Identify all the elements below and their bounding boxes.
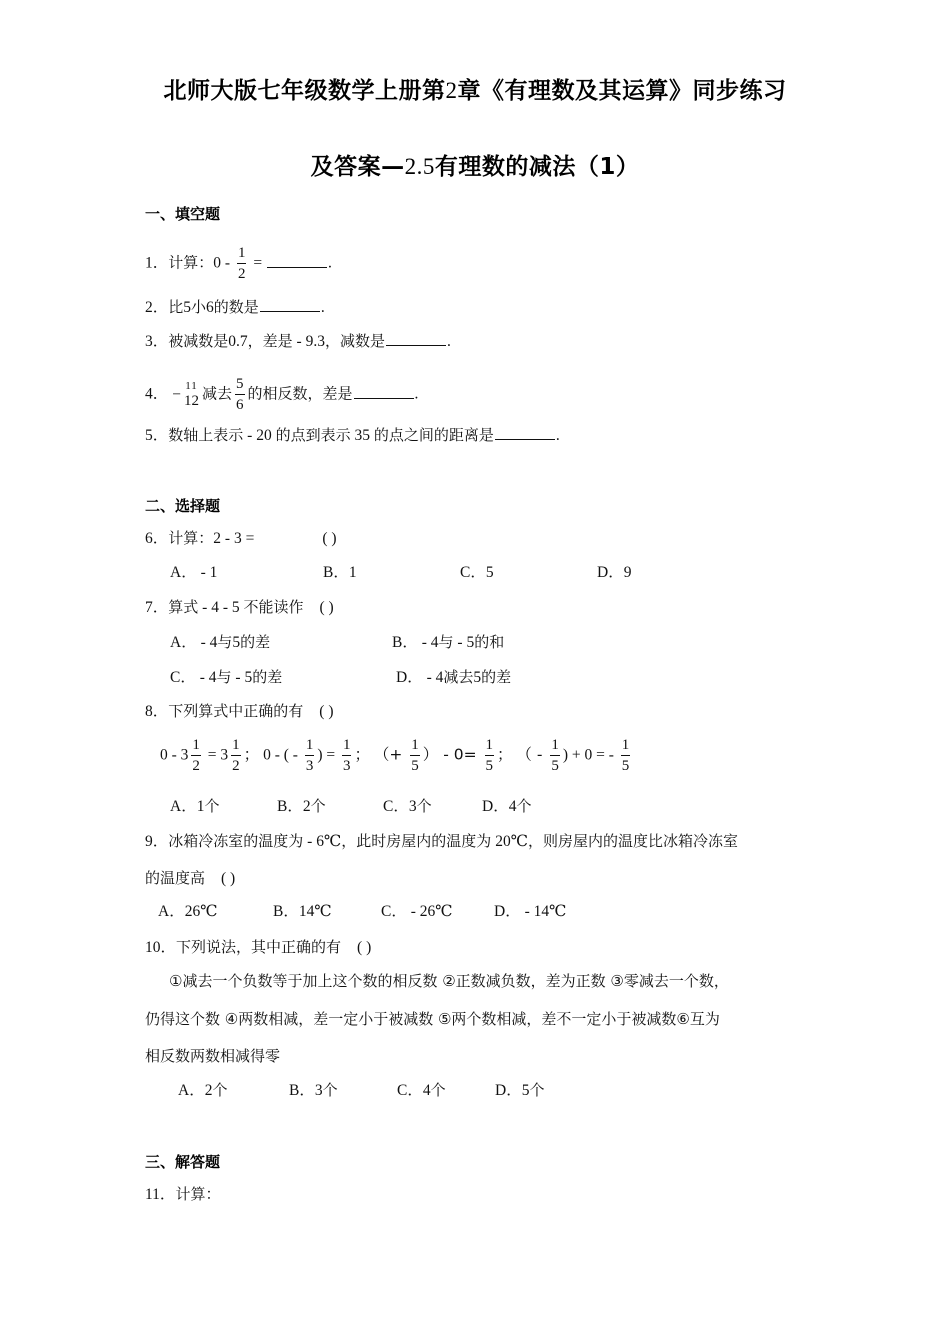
option-value: 5 bbox=[521, 1082, 530, 1099]
math-expr: ） - 0= bbox=[422, 745, 482, 764]
math-expr: ) + 0 = - bbox=[562, 746, 618, 764]
title-text: 及答案— bbox=[310, 154, 405, 180]
question-text: 计算： bbox=[168, 253, 214, 272]
option-label: C． bbox=[397, 1082, 423, 1099]
question-text: 的数是 bbox=[213, 298, 259, 316]
title-text: 章《有理数及其运算》同步练习 bbox=[457, 78, 787, 104]
question-3 bbox=[145, 331, 451, 352]
question-7 bbox=[145, 597, 334, 618]
option-value: 9 bbox=[623, 564, 632, 581]
option-c[interactable] bbox=[397, 1080, 446, 1101]
option-text: 的和 bbox=[474, 633, 505, 651]
question-number: 4． bbox=[145, 385, 169, 403]
question-1 bbox=[145, 246, 332, 282]
option-c[interactable] bbox=[383, 796, 432, 817]
statement-line bbox=[169, 971, 729, 992]
question-8-expressions bbox=[160, 738, 633, 774]
math-expr: 2 - 3 = bbox=[213, 530, 255, 547]
option-a[interactable] bbox=[170, 796, 219, 817]
numerator: 1 bbox=[231, 738, 241, 756]
fraction bbox=[184, 381, 199, 409]
math-value: 5 bbox=[183, 299, 192, 316]
math-expr: - 4 - 5 bbox=[198, 599, 244, 616]
option-value: 2 bbox=[204, 1082, 213, 1099]
question-text: 的点到表示 bbox=[275, 426, 351, 444]
option-value: 5 bbox=[473, 669, 482, 686]
question-number: 5． bbox=[145, 427, 169, 444]
question-text: 减去 bbox=[202, 384, 233, 403]
option-label: B． bbox=[273, 903, 299, 920]
option-c[interactable] bbox=[170, 667, 282, 688]
question-number: 2． bbox=[145, 299, 169, 316]
math-value: 0.7 bbox=[228, 333, 248, 350]
section-heading-multiple-choice: 二、选择题 bbox=[145, 497, 221, 515]
statement-text: 相反数两数相减得零 bbox=[145, 1047, 281, 1065]
option-b[interactable] bbox=[323, 563, 357, 583]
denominator: 5 bbox=[411, 758, 419, 774]
denominator: 5 bbox=[485, 758, 494, 774]
option-text: 的差 bbox=[481, 668, 512, 686]
option-unit: 个 bbox=[310, 797, 326, 815]
answer-blank[interactable] bbox=[267, 253, 327, 268]
denominator: 2 bbox=[237, 266, 246, 282]
answer-blank[interactable] bbox=[386, 331, 446, 346]
option-label: C． bbox=[383, 798, 409, 815]
question-number: 7． bbox=[145, 599, 169, 616]
option-text: 的差 bbox=[240, 633, 271, 651]
question-9 bbox=[145, 831, 738, 852]
option-value: 1 bbox=[348, 564, 357, 581]
question-number: 1． bbox=[145, 254, 169, 272]
question-text: ，此时房屋内的温度为 bbox=[341, 832, 492, 850]
option-value: 3 bbox=[408, 798, 417, 815]
option-text: 与 bbox=[438, 633, 454, 651]
option-text: 的差 bbox=[252, 668, 283, 686]
math-value: 6 bbox=[206, 299, 214, 316]
option-b[interactable] bbox=[277, 796, 326, 817]
section-heading-solve: 三、解答题 bbox=[145, 1153, 221, 1171]
option-label: D． bbox=[495, 1082, 522, 1099]
question-text: 下列算式中正确的有 bbox=[168, 702, 304, 720]
period: . bbox=[446, 333, 451, 350]
question-text: 计算： bbox=[168, 529, 214, 547]
option-label: C． bbox=[170, 669, 196, 686]
denominator: 6 bbox=[236, 397, 244, 413]
denominator: 2 bbox=[232, 758, 240, 774]
answer-blank[interactable] bbox=[354, 384, 414, 399]
math-expr: （ - bbox=[516, 745, 548, 764]
option-d[interactable] bbox=[494, 902, 566, 922]
option-d[interactable] bbox=[597, 563, 631, 583]
option-a[interactable] bbox=[170, 632, 270, 653]
question-11 bbox=[145, 1184, 220, 1205]
option-label: A． bbox=[170, 798, 197, 815]
title-section-number: 2.5 bbox=[404, 154, 435, 179]
option-label: C． bbox=[381, 903, 407, 920]
option-label: D． bbox=[597, 564, 624, 581]
fraction bbox=[485, 738, 495, 774]
question-2 bbox=[145, 297, 325, 318]
option-unit: 个 bbox=[204, 797, 220, 815]
option-label: D． bbox=[482, 798, 509, 815]
question-text: 计算： bbox=[175, 1185, 221, 1203]
title-text: 有理数的减法（1） bbox=[434, 154, 640, 180]
fraction bbox=[410, 738, 420, 774]
question-text: 的点之间的距离是 bbox=[373, 426, 494, 444]
answer-paren[interactable]: ( ) bbox=[319, 703, 334, 720]
option-text: 减去 bbox=[443, 668, 474, 686]
option-value: 26℃ bbox=[184, 903, 218, 920]
math-expr: = 3 bbox=[203, 746, 229, 764]
option-unit: 个 bbox=[516, 797, 532, 815]
option-value: 14℃ bbox=[298, 903, 332, 920]
statement-text: ①减去一个负数等于加上这个数的相反数 ②正数减负数，差为正数 ③零减去一个数， bbox=[169, 972, 729, 990]
page-title-line-1 bbox=[0, 72, 950, 105]
option-unit: 个 bbox=[416, 797, 432, 815]
fraction bbox=[231, 738, 241, 774]
option-label: A． bbox=[170, 634, 197, 651]
question-number: 11． bbox=[145, 1186, 176, 1203]
question-text: 的温度高 bbox=[145, 869, 206, 887]
option-value: - 5 bbox=[231, 669, 253, 686]
option-unit: 个 bbox=[430, 1081, 446, 1099]
option-value: 2 bbox=[302, 798, 311, 815]
question-text: 下列说法，其中正确的有 bbox=[176, 938, 342, 956]
answer-paren[interactable]: ( ) bbox=[322, 530, 337, 547]
question-6 bbox=[145, 528, 337, 549]
numerator: 1 bbox=[191, 738, 201, 756]
title-text: 北师大版七年级数学上册第 bbox=[163, 78, 446, 104]
period: . bbox=[414, 385, 419, 403]
question-text: 冰箱冷冻室的温度为 bbox=[168, 832, 304, 850]
question-text: 被减数是 bbox=[168, 332, 229, 350]
question-text: 不能读作 bbox=[243, 598, 304, 616]
fraction bbox=[235, 377, 245, 413]
minus-sign: − bbox=[172, 385, 182, 403]
option-label: B． bbox=[277, 798, 303, 815]
option-label: C． bbox=[460, 564, 486, 581]
option-value: - 4 bbox=[195, 669, 217, 686]
math-expr: 0 - ( - bbox=[263, 746, 302, 764]
question-number: 6． bbox=[145, 530, 169, 547]
numerator: 1 bbox=[550, 738, 560, 756]
period: . bbox=[555, 427, 560, 444]
question-text: ，减数是 bbox=[324, 332, 385, 350]
period: . bbox=[320, 299, 325, 316]
section-heading-fill-in: 一、填空题 bbox=[145, 205, 221, 223]
question-number: 9． bbox=[145, 833, 169, 850]
question-5 bbox=[145, 425, 560, 446]
option-value: - 4 bbox=[422, 669, 444, 686]
option-value: - 1 bbox=[196, 564, 218, 581]
option-value: 5 bbox=[232, 634, 241, 651]
option-value: - 5 bbox=[453, 634, 475, 651]
option-a[interactable] bbox=[170, 563, 217, 583]
separator: ； bbox=[497, 745, 513, 764]
option-value: 4 bbox=[422, 1082, 431, 1099]
math-expr: 0 - bbox=[213, 254, 234, 272]
denominator: 3 bbox=[305, 758, 314, 774]
answer-blank[interactable] bbox=[495, 425, 555, 440]
option-label: A． bbox=[158, 903, 185, 920]
question-number: 3． bbox=[145, 333, 169, 350]
numerator: 1 bbox=[410, 738, 420, 756]
option-d[interactable] bbox=[495, 1080, 544, 1101]
option-value: 3 bbox=[314, 1082, 323, 1099]
math-value: - 9.3 bbox=[292, 333, 325, 350]
statement-line bbox=[145, 1009, 720, 1030]
option-value: 5 bbox=[485, 564, 494, 581]
option-text: 与 bbox=[217, 633, 233, 651]
question-text: ，差是 bbox=[247, 332, 293, 350]
question-text: 算式 bbox=[168, 598, 199, 616]
question-number: 10． bbox=[145, 939, 177, 956]
option-unit: 个 bbox=[322, 1081, 338, 1099]
option-value: 1 bbox=[196, 798, 205, 815]
question-4 bbox=[145, 377, 418, 413]
option-label: D． bbox=[494, 903, 521, 920]
question-text: 比 bbox=[168, 298, 184, 316]
answer-paren[interactable]: ( ) bbox=[319, 599, 334, 616]
option-label: A． bbox=[178, 1082, 205, 1099]
option-c[interactable] bbox=[381, 902, 453, 922]
option-value: - 26℃ bbox=[406, 903, 453, 920]
statement-text: 仍得这个数 ④两数相减，差一定小于被减数 ⑤两个数相减，差不一定小于被减数⑥互为 bbox=[145, 1010, 720, 1028]
question-9-line-2 bbox=[145, 868, 235, 889]
question-text: 数轴上表示 bbox=[168, 426, 244, 444]
question-text: 的相反数，差是 bbox=[247, 384, 353, 403]
option-b[interactable] bbox=[392, 632, 504, 653]
option-label: B． bbox=[289, 1082, 315, 1099]
denominator: 2 bbox=[192, 758, 200, 774]
fraction bbox=[342, 738, 352, 774]
option-label: A． bbox=[170, 564, 197, 581]
option-value: 4 bbox=[508, 798, 517, 815]
numerator: 1 bbox=[237, 246, 247, 264]
denominator: 5 bbox=[551, 758, 559, 774]
math-expr: （+ bbox=[373, 745, 408, 764]
page-title-line-2 bbox=[0, 148, 950, 181]
option-b[interactable] bbox=[289, 1080, 338, 1101]
math-value: - 20 bbox=[243, 427, 276, 444]
option-a[interactable] bbox=[158, 902, 218, 922]
option-value: - 14℃ bbox=[520, 903, 567, 920]
question-number: 8． bbox=[145, 703, 169, 720]
numerator: 1 bbox=[342, 738, 352, 756]
title-chapter-number: 2 bbox=[445, 78, 458, 103]
denominator: 12 bbox=[184, 393, 200, 409]
separator: ； bbox=[243, 745, 260, 764]
numerator: 11 bbox=[185, 381, 198, 391]
option-unit: 个 bbox=[212, 1081, 228, 1099]
math-value: - 6℃ bbox=[303, 833, 342, 850]
option-label: D． bbox=[396, 669, 423, 686]
period: . bbox=[327, 254, 332, 272]
fraction bbox=[191, 738, 201, 774]
math-value: 35 bbox=[350, 427, 374, 444]
math-expr: = bbox=[249, 254, 266, 272]
question-text: ，则房屋内的温度比冰箱冷冻室 bbox=[528, 832, 739, 850]
fraction bbox=[621, 738, 631, 774]
math-expr: ) = bbox=[317, 746, 339, 764]
numerator: 1 bbox=[485, 738, 495, 756]
option-label: B． bbox=[323, 564, 349, 581]
option-value: - 4 bbox=[196, 634, 218, 651]
option-unit: 个 bbox=[529, 1081, 545, 1099]
fraction bbox=[305, 738, 315, 774]
option-text: 与 bbox=[216, 668, 232, 686]
numerator: 1 bbox=[621, 738, 631, 756]
option-value: - 4 bbox=[417, 634, 439, 651]
answer-blank[interactable] bbox=[260, 297, 320, 312]
question-text: 小 bbox=[191, 298, 207, 316]
question-8 bbox=[145, 701, 333, 722]
option-b[interactable] bbox=[273, 902, 332, 922]
denominator: 3 bbox=[342, 758, 351, 774]
numerator: 5 bbox=[235, 377, 245, 395]
statement-line bbox=[145, 1046, 280, 1067]
option-label: B． bbox=[392, 634, 418, 651]
numerator: 1 bbox=[305, 738, 315, 756]
option-d[interactable] bbox=[396, 667, 511, 688]
separator: ； bbox=[354, 745, 370, 764]
answer-paren[interactable]: ( ) bbox=[357, 939, 372, 956]
math-expr: 0 - 3 bbox=[160, 746, 189, 764]
fraction bbox=[237, 246, 247, 282]
denominator: 5 bbox=[621, 758, 630, 774]
fraction bbox=[550, 738, 560, 774]
math-value: 20℃ bbox=[491, 833, 529, 850]
option-d[interactable] bbox=[482, 796, 531, 817]
option-a[interactable] bbox=[178, 1080, 227, 1101]
question-10 bbox=[145, 937, 371, 958]
option-c[interactable] bbox=[460, 563, 494, 583]
answer-paren[interactable]: ( ) bbox=[221, 870, 236, 887]
